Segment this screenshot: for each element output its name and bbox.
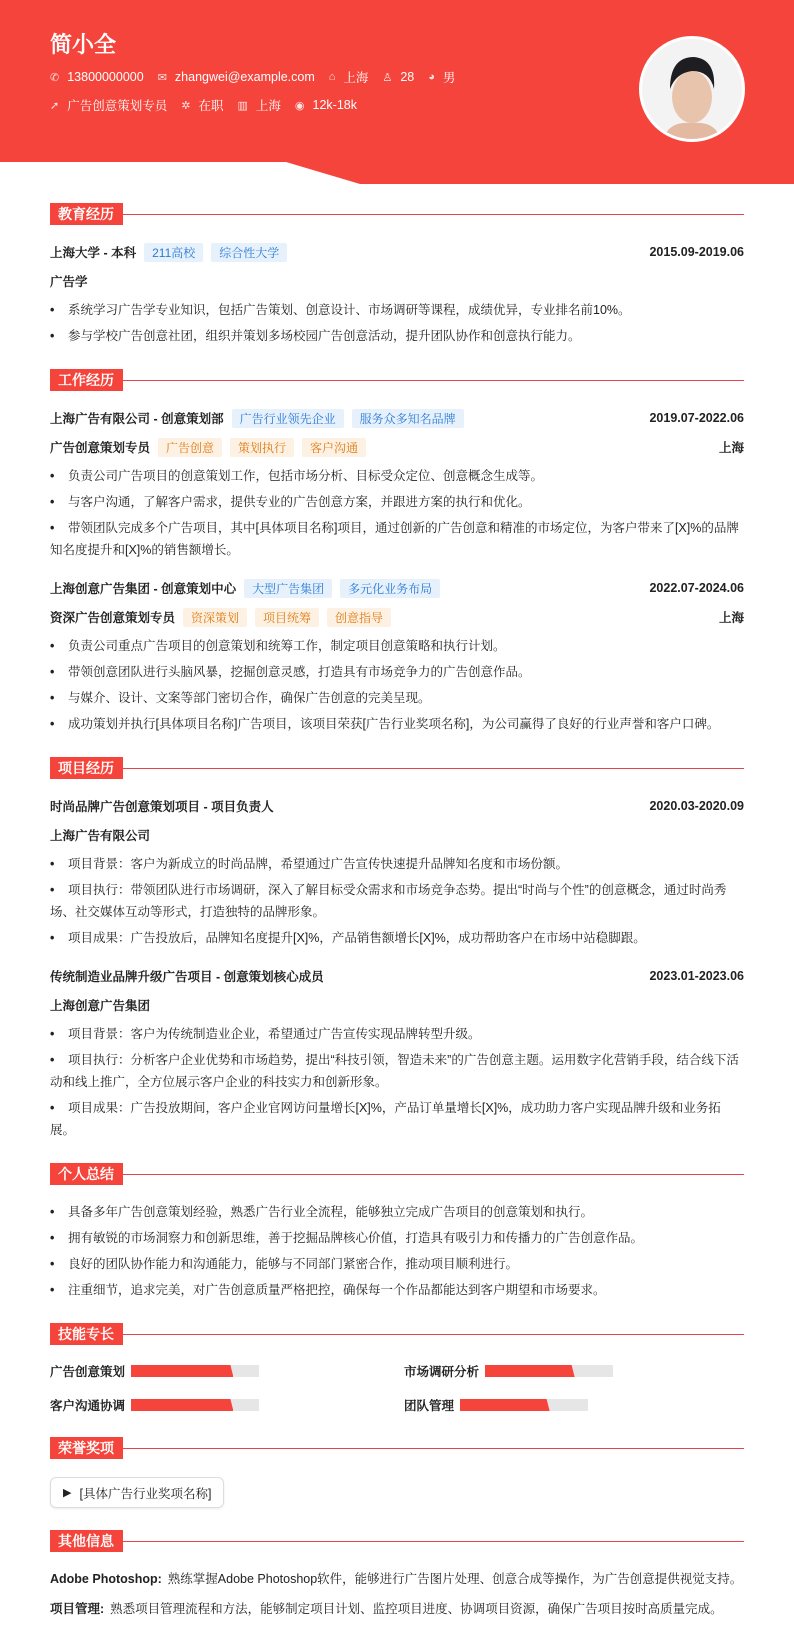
divider xyxy=(123,1448,744,1449)
date-range: 2023.01-2023.06 xyxy=(649,969,744,983)
company-tag: 多元化业务布局 xyxy=(340,579,440,598)
award-item[interactable] xyxy=(50,1477,224,1508)
list-item: • 项目成果：广告投放后，品牌知名度提升[X]%，产品销售额增长[X]%，成功帮助客户在市场中站稳脚跟。 xyxy=(50,927,744,949)
info-text: 12k-18k xyxy=(312,98,357,112)
section-title: 其他信息 xyxy=(50,1530,123,1552)
list-item: • 负责公司重点广告项目的创意策划和统筹工作，制定项目创意策略和执行计划。 xyxy=(50,635,744,657)
skill-bar xyxy=(485,1365,613,1377)
date-range: 2015.09-2019.06 xyxy=(649,245,744,259)
date-range: 2020.03-2020.09 xyxy=(649,799,744,813)
school-tag: 综合性大学 xyxy=(211,243,287,262)
work-city: 上海 xyxy=(718,611,744,625)
spacer xyxy=(50,953,744,965)
section-title: 教育经历 xyxy=(50,203,123,225)
skill-name: 客户沟通协调 xyxy=(50,1399,126,1413)
info-text: 上海 xyxy=(255,99,281,113)
skill-bar-fill xyxy=(131,1365,233,1377)
school-tag: 211高校 xyxy=(144,243,203,262)
list-item: • 项目背景：客户为新成立的时尚品牌，希望通过广告宣传快速提升品牌知名度和市场份额。 xyxy=(50,853,744,875)
spacer xyxy=(50,565,744,577)
role-tag: 项目统筹 xyxy=(255,608,319,627)
skill-name: 市场调研分析 xyxy=(404,1365,480,1379)
company-name: 上海广告有限公司 - 创意策划部 xyxy=(50,412,224,426)
company-tag: 服务众多知名品牌 xyxy=(352,409,464,428)
entry-title-group xyxy=(50,579,440,598)
job-info-row xyxy=(50,96,371,114)
list-item: • 参与学校广告创意社团，组织并策划多场校园广告创意活动，提升团队协作和创意执行能力。 xyxy=(50,325,744,347)
divider xyxy=(123,1541,744,1542)
info-item xyxy=(158,70,315,84)
list-item: • 拥有敏锐的市场洞察力和创新思维，善于挖掘品牌核心价值，打造具有吸引力和传播力的广告创意作品。 xyxy=(50,1227,744,1249)
list-item: • 项目背景：客户为传统制造业企业，希望通过广告宣传实现品牌转型升级。 xyxy=(50,1023,744,1045)
info-text: 上海 xyxy=(343,71,369,85)
mail-icon: ✉ xyxy=(157,71,167,84)
entry-header xyxy=(50,577,744,599)
info-item xyxy=(50,96,167,114)
divider xyxy=(123,768,744,769)
info-item xyxy=(382,70,414,84)
job-role: 资深广告创意策划专员 xyxy=(50,611,176,625)
bullet-list xyxy=(50,635,744,735)
status-icon: ✲ xyxy=(181,99,191,112)
candidate-name: 简小全 xyxy=(50,32,117,57)
project-company: 上海创意广告集团 xyxy=(50,999,151,1013)
divider xyxy=(123,1174,744,1175)
info-text: 在职 xyxy=(198,99,224,113)
award-name: [具体广告行业奖项名称] xyxy=(79,1486,212,1501)
entry-header xyxy=(50,965,744,987)
section-skills xyxy=(50,1323,744,1345)
divider xyxy=(123,1334,744,1335)
info-text: zhangwei@example.com xyxy=(174,70,315,84)
job-role: 广告创意策划专员 xyxy=(50,441,151,455)
skill-item xyxy=(404,1395,744,1415)
divider xyxy=(123,214,744,215)
list-item: • 与媒介、设计、文案等部门密切合作，确保广告创意的完美呈现。 xyxy=(50,687,744,709)
info-item xyxy=(237,96,280,114)
age-icon: ♙ xyxy=(382,71,393,84)
skill-bar xyxy=(460,1399,588,1411)
section-title: 项目经历 xyxy=(50,757,123,779)
other-info-text: 熟悉项目管理流程和方法，能够制定项目计划、监控项目进度、协调项目资源，确保广告项目按时高质量完成。 xyxy=(110,1602,723,1616)
entry-title-group xyxy=(50,608,391,627)
entry-header xyxy=(50,606,744,628)
list-item: • 带领创意团队进行头脑风暴，挖掘创意灵感，打造具有市场竞争力的广告创意作品。 xyxy=(50,661,744,683)
entry-header xyxy=(50,407,744,429)
contact-info-row xyxy=(50,68,469,86)
phone-icon: ✆ xyxy=(50,71,60,84)
role-tag: 资深策划 xyxy=(183,608,247,627)
resume-body xyxy=(50,181,744,1628)
list-item: • 项目成果：广告投放期间，客户企业官网访问量增长[X]%，产品订单量增长[X]%，成功助力客户实现品牌升级和业务拓展。 xyxy=(50,1097,744,1141)
entry-header xyxy=(50,795,744,817)
gender-icon: ◕ xyxy=(428,71,435,83)
skill-bar xyxy=(131,1399,259,1411)
section-summary xyxy=(50,1163,744,1185)
send-icon: ➚ xyxy=(50,99,60,112)
skill-name: 团队管理 xyxy=(404,1399,455,1413)
other-info-label: 项目管理: xyxy=(50,1602,105,1616)
entry-title-group xyxy=(50,409,464,428)
section-title: 个人总结 xyxy=(50,1163,123,1185)
skill-item xyxy=(404,1361,744,1381)
major: 广告学 xyxy=(50,275,88,289)
entry-title-group xyxy=(50,967,324,985)
role-tag: 创意指导 xyxy=(327,608,391,627)
project-title: 时尚品牌广告创意策划项目 - 项目负责人 xyxy=(50,800,274,814)
info-text: 男 xyxy=(442,71,456,85)
list-item: • 带领团队完成多个广告项目，其中[具体项目名称]项目，通过创新的广告创意和精准的市场定位，为客户带来了[X]%的品牌知名度提升和[X]%的销售额增长。 xyxy=(50,517,744,561)
project-company: 上海广告有限公司 xyxy=(50,829,151,843)
list-item: • 良好的团队协作能力和沟通能力，能够与不同部门紧密合作，推动项目顺利进行。 xyxy=(50,1253,744,1275)
entry-title-group xyxy=(50,797,274,815)
divider xyxy=(123,380,744,381)
triangle-right-icon: ▶ xyxy=(63,1487,72,1499)
other-info-item xyxy=(50,1568,744,1590)
list-item: • 负责公司广告项目的创意策划工作，包括市场分析、目标受众定位、创意概念生成等。 xyxy=(50,465,744,487)
avatar xyxy=(639,36,745,142)
list-item: • 具备多年广告创意策划经验，熟悉广告行业全流程，能够独立完成广告项目的创意策划和执行。 xyxy=(50,1201,744,1223)
building-icon: ▥ xyxy=(237,99,248,112)
section-awards xyxy=(50,1437,744,1459)
skill-item xyxy=(50,1361,404,1381)
section-title: 荣誉奖项 xyxy=(50,1437,123,1459)
entry-title-group xyxy=(50,438,366,457)
skill-bar-fill xyxy=(460,1399,550,1411)
bullet-list xyxy=(50,299,744,347)
list-item: • 项目执行：分析客户企业优势和市场趋势，提出“科技引领，智造未来”的广告创意主题。运用数字化营销手段，结合线下活动和线上推广，全方位展示客户企业的科技实力和创新形象。 xyxy=(50,1049,744,1093)
section-other xyxy=(50,1530,744,1552)
other-info-item xyxy=(50,1598,744,1620)
info-item xyxy=(50,70,144,84)
section-projects xyxy=(50,757,744,779)
school-name: 上海大学 - 本科 xyxy=(50,246,137,260)
company-name: 上海创意广告集团 - 创意策划中心 xyxy=(50,582,237,596)
entry-header xyxy=(50,436,744,458)
entry-title-group xyxy=(50,243,287,262)
bullet-list xyxy=(50,853,744,949)
bullet-list xyxy=(50,1023,744,1141)
info-item xyxy=(295,98,357,112)
skill-bar-fill xyxy=(485,1365,575,1377)
other-info-text: 熟练掌握Adobe Photoshop软件，能够进行广告图片处理、创意合成等操作，为广告创意提供视觉支持。 xyxy=(167,1572,743,1586)
home-icon: ⌂ xyxy=(328,71,336,83)
list-item: • 与客户沟通，了解客户需求，提供专业的广告创意方案，并跟进方案的执行和优化。 xyxy=(50,491,744,513)
list-item: • 成功策划并执行[具体项目名称]广告项目，该项目荣获[广告行业奖项名称]，为公司赢得了良好的行业声誉和客户口碑。 xyxy=(50,713,744,735)
section-education xyxy=(50,203,744,225)
info-item xyxy=(428,68,455,86)
entry-header xyxy=(50,241,744,263)
section-title: 工作经历 xyxy=(50,369,123,391)
date-range: 2019.07-2022.06 xyxy=(649,411,744,425)
skill-name: 广告创意策划 xyxy=(50,1365,126,1379)
company-tag: 大型广告集团 xyxy=(244,579,332,598)
info-text: 13800000000 xyxy=(67,70,144,84)
salary-icon: ◉ xyxy=(294,99,305,112)
company-tag: 广告行业领先企业 xyxy=(232,409,344,428)
project-title: 传统制造业品牌升级广告项目 - 创意策划核心成员 xyxy=(50,970,324,984)
info-item xyxy=(329,68,369,86)
bullet-list xyxy=(50,465,744,561)
role-tag: 策划执行 xyxy=(230,438,294,457)
list-item: • 项目执行：带领团队进行市场调研，深入了解目标受众需求和市场竞争态势。提出“时尚与个性”的创意概念，通过时尚秀场、社交媒体互动等形式，打造独特的品牌形象。 xyxy=(50,879,744,923)
info-item xyxy=(181,96,223,114)
date-range: 2022.07-2024.06 xyxy=(649,581,744,595)
section-work xyxy=(50,369,744,391)
list-item: • 系统学习广告学专业知识，包括广告策划、创意设计、市场调研等课程，成绩优异，专业排名前10%。 xyxy=(50,299,744,321)
role-tag: 客户沟通 xyxy=(302,438,366,457)
info-text: 28 xyxy=(400,70,415,84)
role-tag: 广告创意 xyxy=(158,438,222,457)
skill-bar xyxy=(131,1365,259,1377)
skills-grid xyxy=(50,1361,744,1415)
other-info-label: Adobe Photoshop: xyxy=(50,1572,162,1586)
summary-list xyxy=(50,1201,744,1301)
skill-item xyxy=(50,1395,404,1415)
work-city: 上海 xyxy=(718,441,744,455)
skill-bar-fill xyxy=(131,1399,233,1411)
list-item: • 注重细节，追求完美，对广告创意质量严格把控，确保每一个作品都能达到客户期望和市场要求。 xyxy=(50,1279,744,1301)
section-title: 技能专长 xyxy=(50,1323,123,1345)
info-text: 广告创意策划专员 xyxy=(67,99,168,113)
